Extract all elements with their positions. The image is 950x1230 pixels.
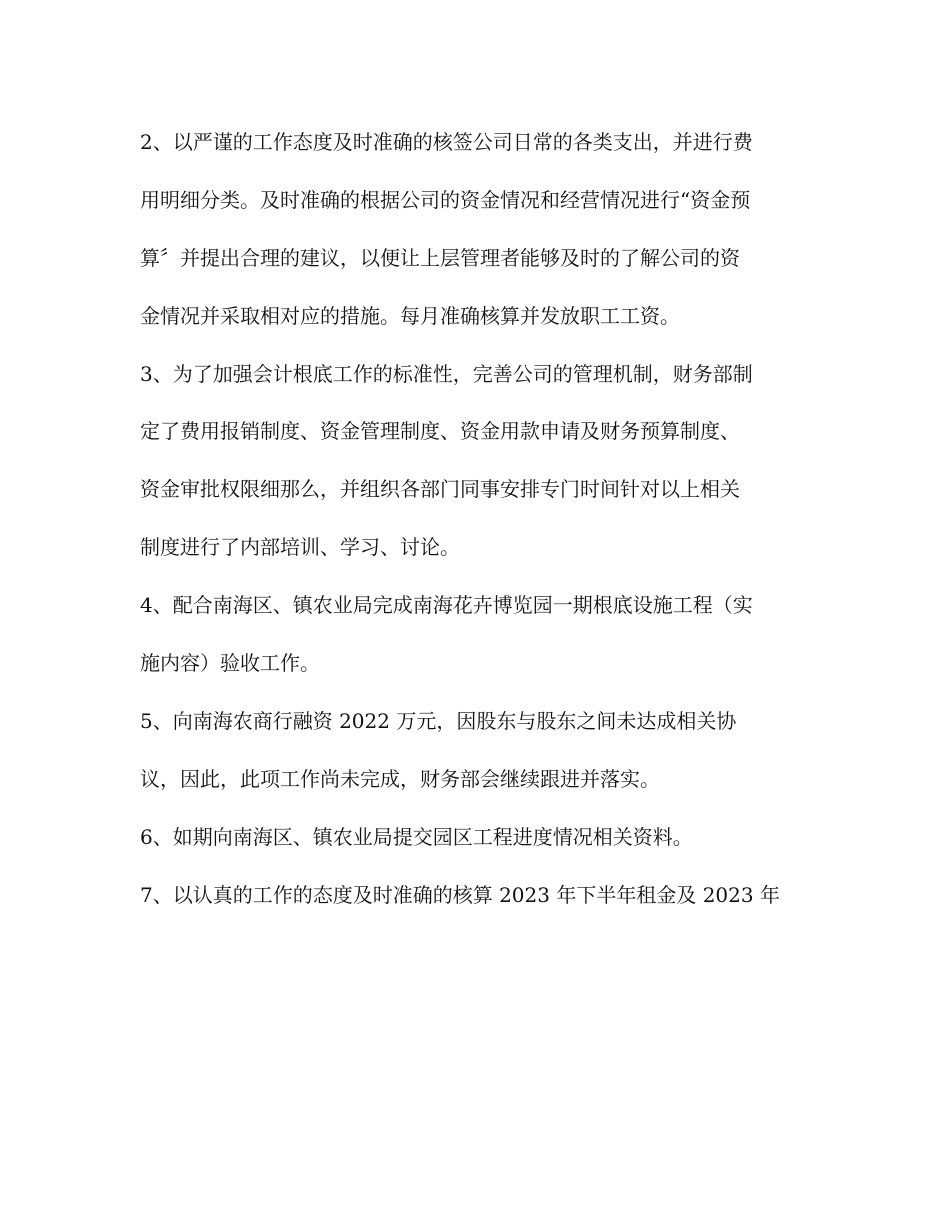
text-line: 4、配合南海区、镇农业局完成南海花卉博览园一期根底设施工程（实 [140, 593, 753, 618]
text-line: 议，因此，此项工作尚未完成，财务部会继续跟进并落实。 [140, 766, 660, 791]
text-line: 算〞并提出合理的建议，以便让上层管理者能够及时的了解公司的资 [140, 245, 740, 270]
text-line: 定了费用报销制度、资金管理制度、资金用款申请及财务预算制度、 [140, 419, 740, 444]
text-line: 金情况并采取相对应的措施。每月准确核算并发放职工工资。 [140, 303, 680, 328]
text-line: 6、如期向南海区、镇农业局提交园区工程进度情况相关资料。 [140, 824, 693, 849]
text-line: 施内容）验收工作。 [140, 651, 320, 676]
text-line: 用明细分类。及时准确的根据公司的资金情况和经营情况进行“资金预 [140, 187, 751, 212]
text-line: 制度进行了内部培训、学习、讨论。 [140, 535, 460, 560]
text-line: 7、以认真的工作的态度及时准确的核算 2023 年下半年租金及 2023 年 [140, 882, 780, 907]
document-body [140, 118, 810, 928]
text-line: 3、为了加强会计根底工作的标准性，完善公司的管理机制，财务部制 [140, 361, 753, 386]
text-line: 资金审批权限细那么，并组织各部门同事安排专门时间针对以上相关 [140, 477, 740, 502]
text-line: 5、向南海农商行融资 2022 万元，因股东与股东之间未达成相关协 [140, 708, 737, 733]
text-line: 2、以严谨的工作态度及时准确的核签公司日常的各类支出，并进行费 [140, 130, 753, 154]
